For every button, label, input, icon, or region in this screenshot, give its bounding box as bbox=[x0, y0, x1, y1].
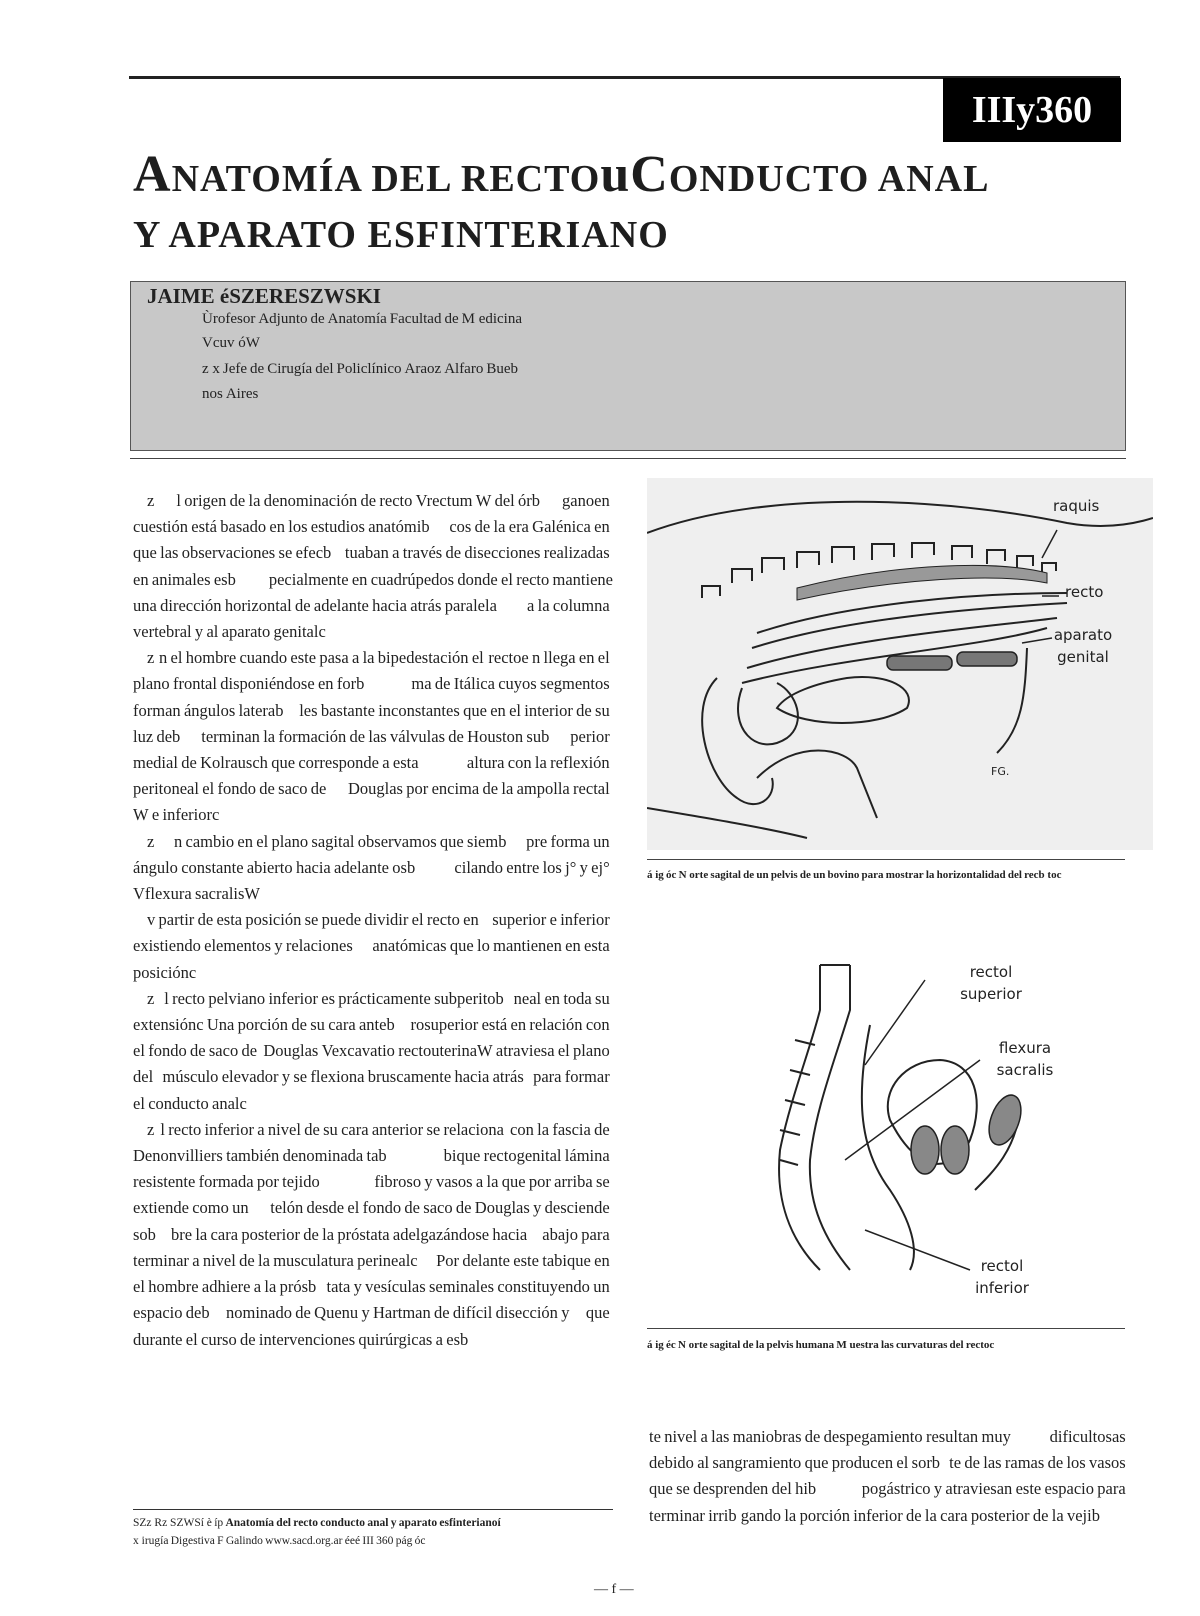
affiliation-line: z x Jefe de Cirugía del Policlínico Araoz Alfaro Bueb bbox=[202, 361, 519, 377]
figure-rule bbox=[647, 859, 1125, 860]
figure-rule bbox=[647, 1328, 1125, 1329]
body-right-column bbox=[649, 1424, 1129, 1529]
paragraph: v partir de esta posición se puede dividir el recto en superior e inferior existiendo elementos y relaciones anatómicas que lo mantienen en esta posiciónc bbox=[133, 910, 613, 982]
figure-label: inferior bbox=[975, 1279, 1029, 1297]
title-line-2: Y APARATO ESFINTERIANO bbox=[133, 214, 669, 256]
figure-label: recto bbox=[1065, 583, 1104, 601]
affiliation-line: Vcuv óW bbox=[202, 335, 260, 351]
paragraph: z l recto inferior a nivel de su cara anterior se relaciona con la fascia de Denonvilliers también denominada tab bique rectogenital lámina resistente formada por tejido fibroso y vasos a la que por arriba se extiende como un telón desde el fondo de saco de Douglas y desciende sob bre la cara posterior de la próstata adelgazándose hacia abajo para terminar a nivel de la musculatura perinealc Por delante este tabique en el hombre adhiere a la prósb tata y vesículas seminales constituyendo un espacio deb nominado de Quenu y Hartman de difícil disección y que durante el curso de intervenciones quirúrgicas a esb bbox=[133, 1119, 613, 1349]
figure-label: sacralis bbox=[996, 1061, 1054, 1079]
figure-2-image bbox=[740, 950, 1090, 1305]
paragraph: z n el hombre cuando este pasa a la bipedestación el rectoe n llega en el plano frontal disponiéndose en forb ma de Itálica cuyos segmentos forman ángulos laterab les bastante inconstantes que en el interior de su luz deb terminan la formación de las válvulas de Houston sub perior medial de Kolrausch que corresponde a esta altura con la reflexión peritoneal el fondo de saco de Douglas por encima de la ampolla rectal W e inferiorc bbox=[133, 648, 613, 825]
figure-1-image bbox=[647, 478, 1153, 850]
footnote-line: SZz Rz SZWSí è íp Anatomía del recto conducto anal y aparato esfinterianoí bbox=[133, 1517, 501, 1529]
footnote bbox=[133, 1514, 623, 1550]
page-number: — f — bbox=[594, 1582, 634, 1597]
body-left-column bbox=[133, 488, 613, 1353]
figure-1-caption: á ig óc N orte sagital de un pelvis de un bovino para mostrar la horizontalidad del recb toc bbox=[647, 869, 1062, 881]
figure-label: raquis bbox=[1053, 497, 1100, 515]
human-pelvis-drawing bbox=[740, 950, 1090, 1305]
title-line-1: ANATOMÍA DEL RECTOuCONDUCTO ANAL bbox=[133, 146, 990, 203]
figure-label: aparato bbox=[1053, 626, 1113, 644]
artist-signature: FG. bbox=[991, 765, 1010, 778]
figure-label: genital bbox=[1057, 648, 1109, 666]
affiliation-line: nos Aires bbox=[202, 386, 259, 402]
author-name: JAIME éSZERESZWSKI bbox=[147, 284, 381, 308]
section-badge: IIIy360 bbox=[943, 78, 1121, 142]
footnote-line: x irugía Digestiva F Galindo www.sacd.org.ar éeé III 360 pág óc bbox=[133, 1535, 426, 1547]
footnote-rule bbox=[133, 1509, 613, 1510]
figure-label: superior bbox=[960, 985, 1022, 1003]
affiliation-line: Ùrofesor Adjunto de Anatomía Facultad de M edicina bbox=[202, 311, 523, 327]
paragraph: z l recto pelviano inferior es prácticamente subperitob neal en toda su extensiónc Una porción de su cara anteb rosuperior está en relación con el fondo de saco de Douglas Vexcavatio rectouterinaW atraviesa el plano del músculo elevador y se flexiona bruscamente hacia atrás para formar el conducto analc bbox=[133, 988, 613, 1113]
figure-2-caption: á ig éc N orte sagital de la pelvis humana M uestra las curvaturas del rectoc bbox=[647, 1339, 995, 1351]
paragraph: z l origen de la denominación de recto Vrectum W del órb ganoen cuestión está basado en los estudios anatómib cos de la era Galénica en que las observaciones se efecb tuaban a través de disecciones realizadas en animales esb pecialmente en cuadrúpedos donde el recto mantiene una dirección horizontal de adelante hacia atrás paralela a la columna vertebral y al aparato genitalc bbox=[133, 491, 613, 642]
figure-label: rectol bbox=[969, 963, 1013, 981]
figure-label: rectol bbox=[980, 1257, 1024, 1275]
section-rule bbox=[130, 458, 1126, 459]
figure-label: flexura bbox=[998, 1039, 1052, 1057]
paragraph: z n cambio en el plano sagital observamos que siemb pre forma un ángulo constante abierto hacia adelante osb cilando entre los j° y ej° Vflexura sacralisW bbox=[133, 831, 613, 904]
paragraph: te nivel a las maniobras de despegamiento resultan muy dificultosas debido al sangramiento que producen el sorb te de las ramas de los vasos que se desprenden del hib pogástrico y atraviesan este espacio para terminar irrib gando la porción inferior de la cara posterior de la vejib bbox=[649, 1427, 1129, 1525]
